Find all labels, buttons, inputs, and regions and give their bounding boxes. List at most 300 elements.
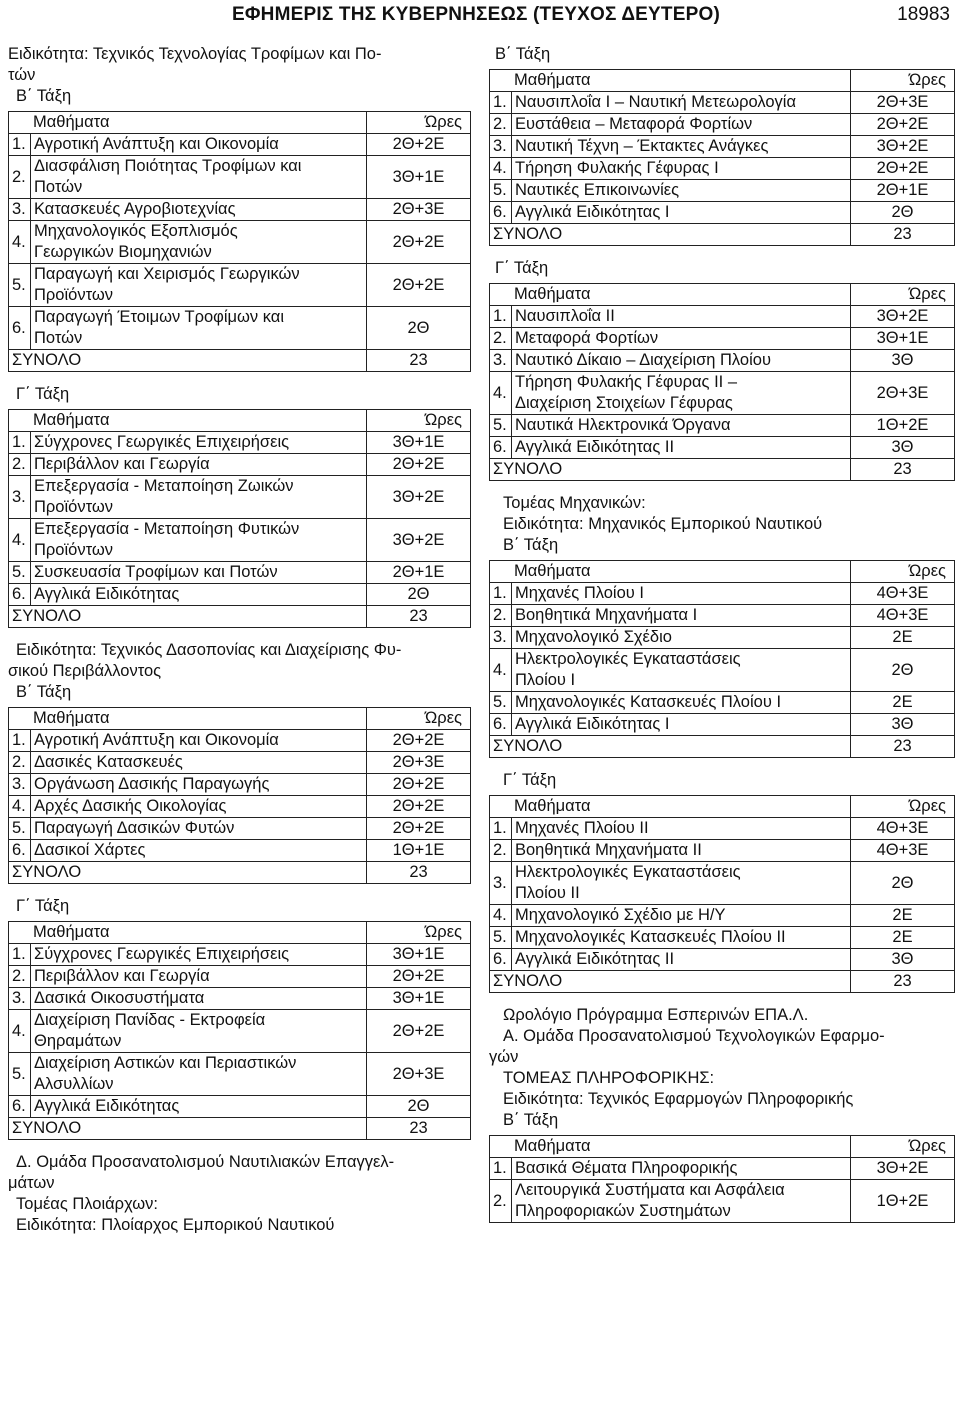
- subject-cell: [512, 158, 851, 180]
- schedule-table: [8, 409, 471, 628]
- schedule-grid: [489, 69, 955, 246]
- subject-cell: [31, 796, 367, 818]
- subject-name-cont: Πλοίου Ι: [515, 671, 576, 689]
- table-row: [490, 437, 955, 459]
- subject-cell: [512, 905, 851, 927]
- subject-cell: [31, 221, 367, 264]
- table-row: [490, 306, 955, 328]
- subject-name: Σύγχρονες Γεωργικές Επιχειρήσεις: [34, 945, 290, 963]
- left-column: [8, 44, 471, 1236]
- schedule-table: [489, 283, 955, 481]
- subject-cell: [512, 692, 851, 714]
- subject-cell: [31, 432, 367, 454]
- subject-name: Ναυτική Τέχνη – Έκτακτες Ανάγκες: [515, 137, 769, 155]
- table-row: [9, 1096, 471, 1118]
- subjects-header: Μαθήματα: [9, 922, 367, 944]
- subject-cell: [512, 627, 851, 649]
- subject-name: Τήρηση Φυλακής Γέφυρας Ι: [515, 159, 719, 177]
- schedule-grid: [489, 1135, 955, 1223]
- subjects-header: Μαθήματα: [490, 561, 851, 583]
- specialty-heading: Ειδικότητα: Τεχνικός Τεχνολογίας Τροφίμων και Πο-: [8, 45, 382, 63]
- subject-cell: [31, 562, 367, 584]
- total-value: 23: [367, 606, 471, 628]
- row-number: 2.: [9, 156, 31, 199]
- total-row: [490, 736, 955, 758]
- subjects-header: Μαθήματα: [490, 284, 851, 306]
- subject-name: Αγγλικά Ειδικότητας ΙΙ: [515, 950, 675, 968]
- subject-cell: [31, 752, 367, 774]
- row-number: 1.: [9, 730, 31, 752]
- row-number: 5.: [9, 264, 31, 307]
- hours-value: 1Θ+2Ε: [851, 415, 955, 437]
- hours-value: 2Ε: [851, 627, 955, 649]
- subject-cell: [512, 136, 851, 158]
- subject-cell: [512, 350, 851, 372]
- hours-value: 2Θ+2Ε: [367, 1010, 471, 1053]
- table-row: [9, 307, 471, 350]
- subject-name: Αγγλικά Ειδικότητας: [34, 1097, 180, 1115]
- subject-cell: [31, 584, 367, 606]
- schedule-table: [8, 921, 471, 1140]
- hours-value: 3Θ+2Ε: [851, 306, 955, 328]
- row-number: 4.: [9, 1010, 31, 1053]
- table-row: [490, 328, 955, 350]
- subject-name: Μηχανολογικές Κατασκευές Πλοίου Ι: [515, 693, 782, 711]
- specialty-heading: Ειδικότητα: Μηχανικός Εμπορικού Ναυτικού: [503, 515, 823, 533]
- subject-name: Επεξεργασία - Μεταποίηση Ζωικών: [34, 477, 294, 495]
- table-row: [490, 350, 955, 372]
- hours-value: 3Θ+1Ε: [367, 156, 471, 199]
- specialty-heading: Ειδικότητα: Τεχνικός Εφαρμογών Πληροφορικής: [503, 1090, 854, 1108]
- table-row: [9, 156, 471, 199]
- total-row: [9, 862, 471, 884]
- hours-header: Ώρες: [367, 112, 471, 134]
- hours-value: 4Θ+3Ε: [851, 818, 955, 840]
- subject-name: Παραγωγή Δασικών Φυτών: [34, 819, 235, 837]
- hours-value: 2Θ+2Ε: [367, 818, 471, 840]
- hours-value: 2Θ: [851, 649, 955, 692]
- row-number: 1.: [9, 944, 31, 966]
- hours-value: 2Θ+2Ε: [367, 774, 471, 796]
- class-heading: Β΄ Τάξη: [16, 87, 72, 105]
- row-number: 5.: [9, 1053, 31, 1096]
- subjects-header: Μαθήματα: [490, 70, 851, 92]
- table-row: [490, 927, 955, 949]
- subject-name: Παραγωγή και Χειρισμός Γεωργικών: [34, 265, 300, 283]
- subject-cell: [31, 988, 367, 1010]
- hours-value: 2Θ+2Ε: [367, 966, 471, 988]
- schedule-table: [8, 707, 471, 884]
- row-number: 2.: [490, 605, 512, 627]
- subject-name: Διαχείριση Πανίδας - Εκτροφεία: [34, 1011, 266, 1029]
- subject-name: Κατασκευές Αγροβιοτεχνίας: [34, 200, 236, 218]
- subject-name: Αγγλικά Ειδικότητας: [34, 585, 180, 603]
- hours-value: 4Θ+3Ε: [851, 840, 955, 862]
- hours-value: 3Θ+1Ε: [851, 328, 955, 350]
- row-number: 4.: [9, 519, 31, 562]
- row-number: 6.: [490, 714, 512, 736]
- schedule-table: [489, 795, 955, 993]
- table-row: [490, 158, 955, 180]
- row-number: 6.: [9, 584, 31, 606]
- subject-cell: [31, 1053, 367, 1096]
- subject-cell: [512, 306, 851, 328]
- class-heading: Β΄ Τάξη: [16, 683, 72, 701]
- class-heading: Γ΄ Τάξη: [16, 897, 70, 915]
- schedule-table: [489, 560, 955, 758]
- row-number: 4.: [9, 796, 31, 818]
- subject-cell: [31, 818, 367, 840]
- class-heading: Γ΄ Τάξη: [16, 385, 70, 403]
- table-row: [9, 264, 471, 307]
- table-header-row: [490, 796, 955, 818]
- schedule-grid: [489, 283, 955, 481]
- hours-value: 4Θ+3Ε: [851, 605, 955, 627]
- subject-name: Αγγλικά Ειδικότητας ΙΙ: [515, 438, 675, 456]
- subject-name: Βασικά Θέματα Πληροφορικής: [515, 1159, 738, 1177]
- hours-value: 3Θ: [851, 350, 955, 372]
- hours-header: Ώρες: [851, 1136, 955, 1158]
- subject-cell: [31, 454, 367, 476]
- hours-value: 2Θ+2Ε: [851, 114, 955, 136]
- row-number: 1.: [490, 583, 512, 605]
- hours-value: 3Θ+1Ε: [367, 944, 471, 966]
- subject-cell: [31, 1096, 367, 1118]
- table-row: [490, 649, 955, 692]
- subject-cell: [31, 519, 367, 562]
- schedule-grid: [489, 560, 955, 758]
- hours-value: 2Θ+2Ε: [367, 730, 471, 752]
- table-header-row: [490, 561, 955, 583]
- row-number: 5.: [490, 415, 512, 437]
- row-number: 3.: [490, 136, 512, 158]
- table-row: [9, 562, 471, 584]
- subject-name-cont: Προϊόντων: [34, 541, 113, 559]
- subject-cell: [512, 840, 851, 862]
- row-number: 1.: [9, 432, 31, 454]
- subject-cell: [512, 583, 851, 605]
- hours-value: 4Θ+3Ε: [851, 583, 955, 605]
- table-row: [9, 944, 471, 966]
- hours-value: 3Θ: [851, 949, 955, 971]
- group-heading: Δ. Ομάδα Προσανατολισμού Ναυτιλιακών Επαγγελ-: [16, 1153, 395, 1171]
- hours-value: 3Θ: [851, 714, 955, 736]
- page-header: [0, 0, 960, 36]
- row-number: 4.: [490, 158, 512, 180]
- total-row: [490, 224, 955, 246]
- table-row: [9, 730, 471, 752]
- hours-header: Ώρες: [851, 561, 955, 583]
- subject-name: Δασικοί Χάρτες: [34, 841, 146, 859]
- table-row: [490, 818, 955, 840]
- total-label: ΣΥΝΟΛΟ: [9, 862, 367, 884]
- table-row: [9, 752, 471, 774]
- subject-name-cont: Προϊόντων: [34, 286, 113, 304]
- schedule-grid: [8, 111, 471, 372]
- table-header-row: [490, 1136, 955, 1158]
- subject-name: Αγροτική Ανάπτυξη και Οικονομία: [34, 135, 279, 153]
- subject-cell: [31, 264, 367, 307]
- table-row: [490, 862, 955, 905]
- row-number: 1.: [490, 818, 512, 840]
- sector-heading: Τομέας Πλοιάρχων:: [16, 1195, 158, 1213]
- row-number: 4.: [490, 372, 512, 415]
- row-number: 2.: [9, 454, 31, 476]
- total-row: [9, 606, 471, 628]
- hours-header: Ώρες: [851, 70, 955, 92]
- table-header-row: [490, 70, 955, 92]
- schedule-grid: [8, 707, 471, 884]
- group-heading-cont: γών: [489, 1048, 519, 1066]
- subject-cell: [512, 1180, 851, 1223]
- total-row: [490, 459, 955, 481]
- table-row: [490, 714, 955, 736]
- table-row: [490, 627, 955, 649]
- gazette-title: ΕΦΗΜΕΡΙΣ ΤΗΣ ΚΥΒΕΡΝΗΣΕΩΣ (ΤΕΥΧΟΣ ΔΕΥΤΕΡΟ): [232, 4, 720, 25]
- schedule-grid: [8, 921, 471, 1140]
- table-row: [490, 905, 955, 927]
- total-value: 23: [367, 862, 471, 884]
- total-label: ΣΥΝΟΛΟ: [9, 606, 367, 628]
- subject-name: Δασικές Κατασκευές: [34, 753, 183, 771]
- subject-name: Αρχές Δασικής Οικολογίας: [34, 797, 227, 815]
- subject-cell: [512, 202, 851, 224]
- subject-name: Αγγλικά Ειδικότητας Ι: [515, 203, 670, 221]
- subject-cell: [512, 949, 851, 971]
- subject-cell: [512, 437, 851, 459]
- group-heading-cont: μάτων: [8, 1174, 55, 1192]
- hours-value: 2Ε: [851, 927, 955, 949]
- hours-value: 3Θ+2Ε: [851, 136, 955, 158]
- table-row: [490, 136, 955, 158]
- row-number: 5.: [490, 927, 512, 949]
- row-number: 6.: [9, 840, 31, 862]
- schedule-table: [8, 111, 471, 372]
- table-header-row: [490, 284, 955, 306]
- table-row: [9, 221, 471, 264]
- subject-name: Διασφάλιση Ποιότητας Τροφίμων και: [34, 157, 302, 175]
- table-row: [9, 774, 471, 796]
- hours-value: 2Θ+3Ε: [367, 199, 471, 221]
- total-value: 23: [851, 224, 955, 246]
- total-value: 23: [851, 459, 955, 481]
- hours-value: 2Θ+2Ε: [367, 796, 471, 818]
- subject-name-cont: Ποτών: [34, 178, 83, 196]
- row-number: 2.: [9, 966, 31, 988]
- subject-name-cont: Προϊόντων: [34, 498, 113, 516]
- subject-cell: [31, 944, 367, 966]
- right-column: [489, 44, 955, 1223]
- total-value: 23: [367, 350, 471, 372]
- subject-cell: [512, 372, 851, 415]
- subject-name-cont: Διαχείριση Στοιχείων Γέφυρας: [515, 394, 733, 412]
- subject-cell: [512, 649, 851, 692]
- subject-cell: [31, 134, 367, 156]
- subject-cell: [31, 156, 367, 199]
- subject-name: Αγροτική Ανάπτυξη και Οικονομία: [34, 731, 279, 749]
- total-row: [490, 971, 955, 993]
- subject-name: Μηχανολογικό Σχέδιο με Η/Υ: [515, 906, 726, 924]
- subjects-header: Μαθήματα: [9, 410, 367, 432]
- sector-heading: ΤΟΜΕΑΣ ΠΛΗΡΟΦΟΡΙΚΗΣ:: [503, 1069, 715, 1087]
- subject-cell: [512, 818, 851, 840]
- hours-header: Ώρες: [367, 708, 471, 730]
- hours-header: Ώρες: [851, 284, 955, 306]
- subject-name: Αγγλικά Ειδικότητας Ι: [515, 715, 670, 733]
- row-number: 1.: [9, 134, 31, 156]
- hours-header: Ώρες: [851, 796, 955, 818]
- table-row: [490, 1158, 955, 1180]
- subject-name: Περιβάλλον και Γεωργία: [34, 455, 210, 473]
- table-row: [490, 605, 955, 627]
- row-number: 2.: [490, 840, 512, 862]
- subject-name: Μεταφορά Φορτίων: [515, 329, 659, 347]
- subject-name: Λειτουργικά Συστήματα και Ασφάλεια: [515, 1181, 785, 1199]
- table-row: [9, 1053, 471, 1096]
- table-header-row: [9, 410, 471, 432]
- subject-name-cont: Πλοίου ΙΙ: [515, 884, 580, 902]
- subject-cell: [512, 114, 851, 136]
- table-row: [490, 415, 955, 437]
- class-heading: Γ΄ Τάξη: [495, 259, 549, 277]
- subject-cell: [512, 415, 851, 437]
- table-row: [490, 1180, 955, 1223]
- row-number: 5.: [490, 180, 512, 202]
- table-row: [9, 476, 471, 519]
- row-number: 5.: [490, 692, 512, 714]
- table-row: [9, 519, 471, 562]
- subject-name-cont: Πληροφοριακών Συστημάτων: [515, 1202, 731, 1220]
- subject-name: Βοηθητικά Μηχανήματα ΙΙ: [515, 841, 702, 859]
- subject-name: Ευστάθεια – Μεταφορά Φορτίων: [515, 115, 753, 133]
- table-row: [490, 202, 955, 224]
- row-number: 2.: [490, 328, 512, 350]
- subjects-header: Μαθήματα: [9, 708, 367, 730]
- class-heading: Γ΄ Τάξη: [503, 771, 557, 789]
- subject-cell: [31, 307, 367, 350]
- schedule-grid: [8, 409, 471, 628]
- total-label: ΣΥΝΟΛΟ: [490, 736, 851, 758]
- total-label: ΣΥΝΟΛΟ: [9, 1118, 367, 1140]
- subject-name-cont: Ποτών: [34, 329, 83, 347]
- hours-value: 2Θ+3Ε: [851, 372, 955, 415]
- hours-value: 2Θ+1Ε: [851, 180, 955, 202]
- table-row: [490, 92, 955, 114]
- subject-name: Βοηθητικά Μηχανήματα Ι: [515, 606, 698, 624]
- hours-value: 2Θ+2Ε: [367, 264, 471, 307]
- table-header-row: [9, 708, 471, 730]
- total-label: ΣΥΝΟΛΟ: [490, 459, 851, 481]
- row-number: 6.: [9, 1096, 31, 1118]
- evening-schedule-heading: Ωρολόγιο Πρόγραμμα Εσπερινών ΕΠΑ.Λ.: [503, 1006, 809, 1024]
- subjects-header: Μαθήματα: [490, 796, 851, 818]
- subject-name: Σύγχρονες Γεωργικές Επιχειρήσεις: [34, 433, 290, 451]
- table-row: [490, 583, 955, 605]
- specialty-heading: Ειδικότητα: Πλοίαρχος Εμπορικού Ναυτικού: [16, 1216, 335, 1234]
- subject-name: Συσκευασία Τροφίμων και Ποτών: [34, 563, 278, 581]
- subject-name-cont: Θηραμάτων: [34, 1032, 122, 1050]
- subject-name: Ναυτικό Δίκαιο – Διαχείριση Πλοίου: [515, 351, 771, 369]
- group-heading: Α. Ομάδα Προσανατολισμού Τεχνολογικών Εφαρμο-: [503, 1027, 885, 1045]
- total-value: 23: [367, 1118, 471, 1140]
- subject-name: Μηχανολογικές Κατασκευές Πλοίου ΙΙ: [515, 928, 786, 946]
- subject-cell: [512, 180, 851, 202]
- subject-name: Ναυσιπλοΐα Ι – Ναυτική Μετεωρολογία: [515, 93, 797, 111]
- hours-value: 2Θ+2Ε: [367, 454, 471, 476]
- subject-cell: [31, 774, 367, 796]
- subject-name: Παραγωγή Έτοιμων Τροφίμων και: [34, 308, 284, 326]
- subject-cell: [31, 199, 367, 221]
- hours-value: 2Θ+3Ε: [367, 1053, 471, 1096]
- hours-value: 2Ε: [851, 905, 955, 927]
- table-row: [9, 966, 471, 988]
- subject-cell: [512, 862, 851, 905]
- table-row: [9, 818, 471, 840]
- table-row: [490, 114, 955, 136]
- subject-cell: [31, 730, 367, 752]
- subject-cell: [512, 328, 851, 350]
- hours-value: 2Θ+3Ε: [851, 92, 955, 114]
- subject-name: Επεξεργασία - Μεταποίηση Φυτικών: [34, 520, 300, 538]
- subjects-header: Μαθήματα: [490, 1136, 851, 1158]
- table-row: [490, 180, 955, 202]
- row-number: 1.: [490, 1158, 512, 1180]
- class-heading: Β΄ Τάξη: [495, 45, 551, 63]
- table-row: [9, 584, 471, 606]
- row-number: 4.: [490, 905, 512, 927]
- class-heading: Β΄ Τάξη: [503, 1111, 559, 1129]
- row-number: 3.: [490, 862, 512, 905]
- hours-value: 2Θ: [367, 307, 471, 350]
- hours-value: 3Θ+2Ε: [851, 1158, 955, 1180]
- hours-value: 2Θ: [851, 202, 955, 224]
- row-number: 5.: [9, 818, 31, 840]
- hours-header: Ώρες: [367, 922, 471, 944]
- specialty-heading-cont: τών: [8, 66, 36, 84]
- schedule-table: [489, 69, 955, 246]
- row-number: 4.: [490, 649, 512, 692]
- subject-name: Μηχανολογικός Εξοπλισμός: [34, 222, 238, 240]
- table-header-row: [9, 112, 471, 134]
- total-label: ΣΥΝΟΛΟ: [9, 350, 367, 372]
- subject-name-cont: Γεωργικών Βιομηχανιών: [34, 243, 212, 261]
- table-row: [9, 134, 471, 156]
- hours-value: 3Θ: [851, 437, 955, 459]
- subject-name: Περιβάλλον και Γεωργία: [34, 967, 210, 985]
- hours-value: 2Θ: [367, 1096, 471, 1118]
- schedule-table: [489, 1135, 955, 1223]
- subjects-header: Μαθήματα: [9, 112, 367, 134]
- row-number: 6.: [490, 437, 512, 459]
- row-number: 3.: [9, 199, 31, 221]
- row-number: 2.: [9, 752, 31, 774]
- row-number: 5.: [9, 562, 31, 584]
- total-value: 23: [851, 971, 955, 993]
- hours-value: 2Θ: [367, 584, 471, 606]
- table-header-row: [9, 922, 471, 944]
- hours-header: Ώρες: [367, 410, 471, 432]
- hours-value: 3Θ+2Ε: [367, 519, 471, 562]
- table-row: [9, 796, 471, 818]
- subject-cell: [31, 840, 367, 862]
- schedule-grid: [489, 795, 955, 993]
- hours-value: 3Θ+1Ε: [367, 432, 471, 454]
- row-number: 1.: [490, 306, 512, 328]
- table-row: [490, 840, 955, 862]
- subject-name-cont: Αλσυλλίων: [34, 1075, 114, 1093]
- subject-name: Δασικά Οικοσυστήματα: [34, 989, 205, 1007]
- table-row: [9, 432, 471, 454]
